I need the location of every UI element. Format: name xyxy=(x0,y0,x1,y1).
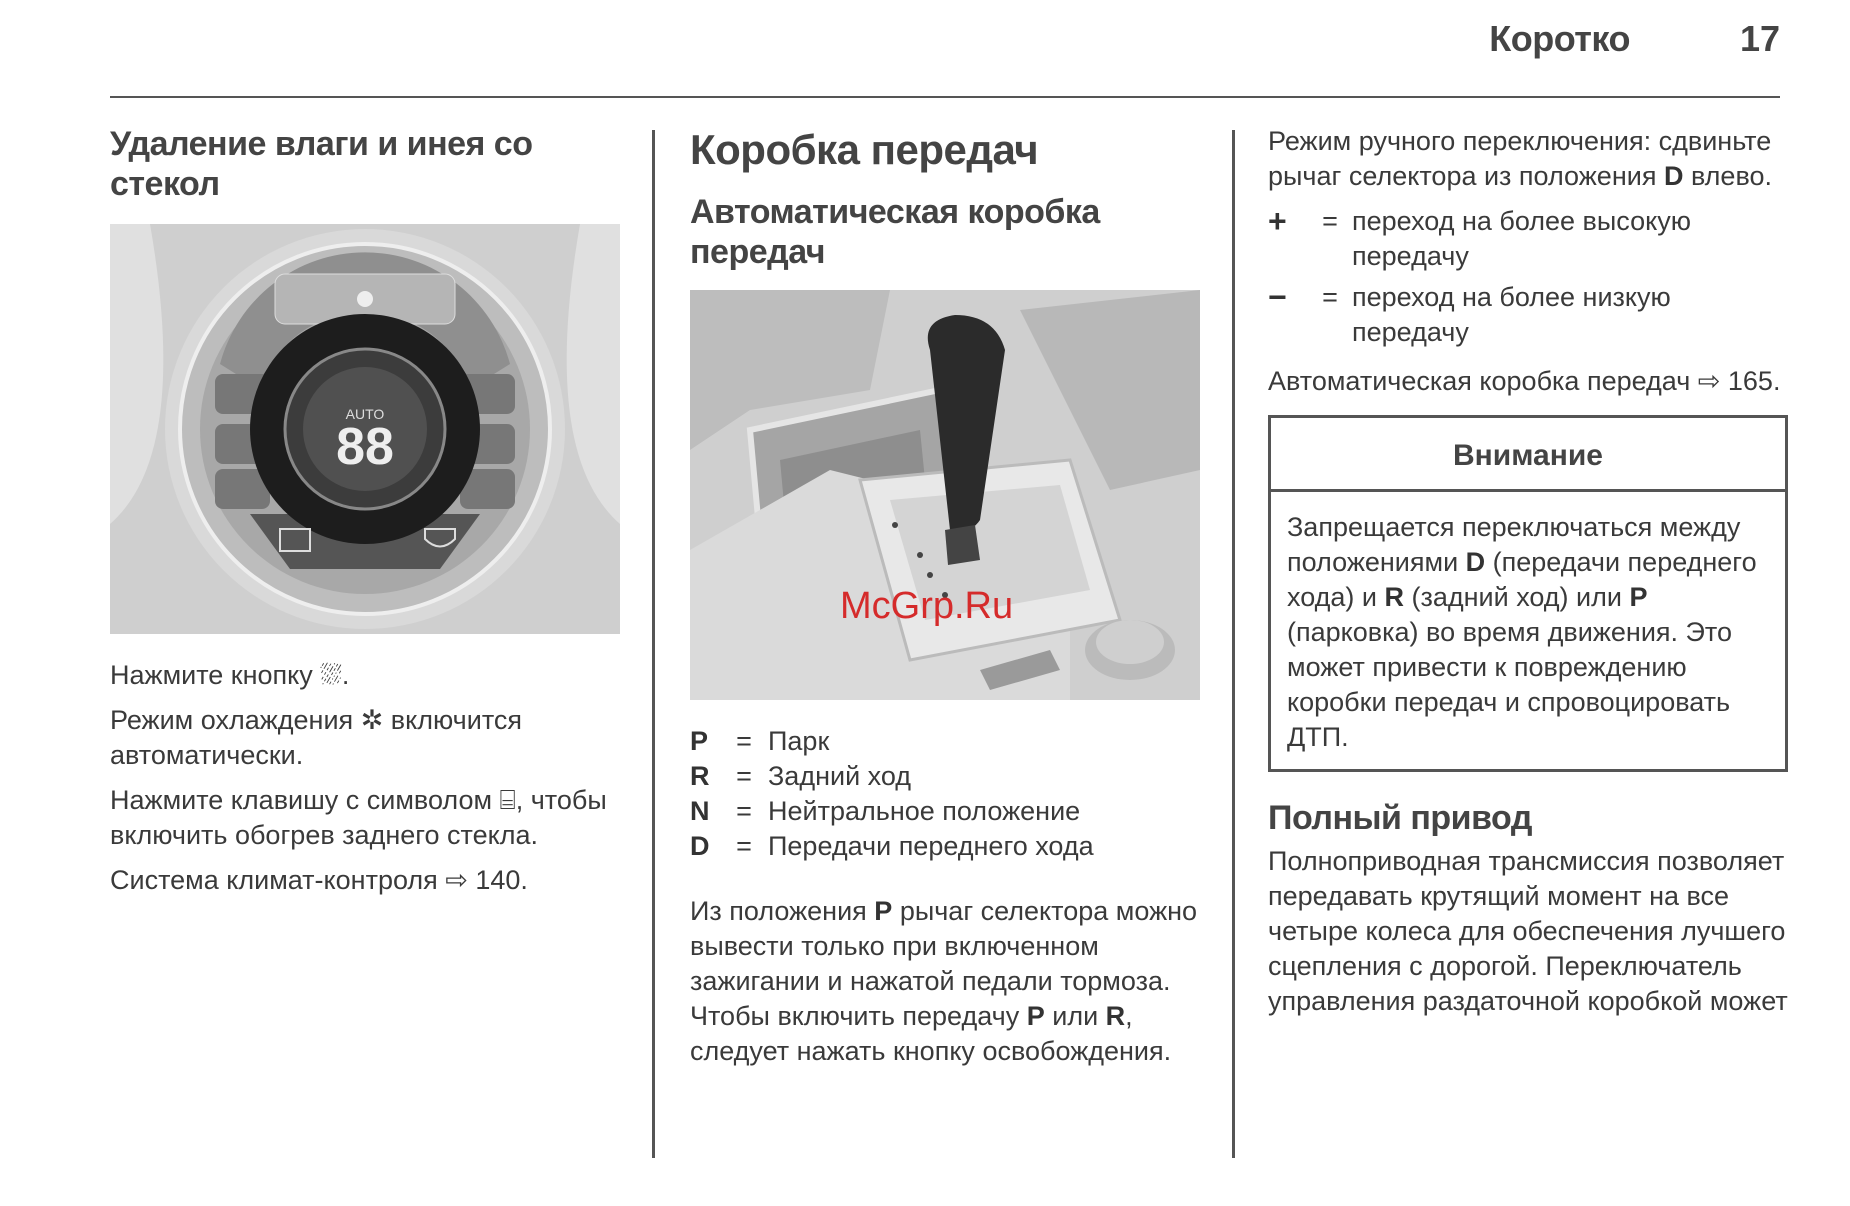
gear-row-r xyxy=(690,759,1210,794)
gear-key: N xyxy=(690,796,710,826)
warning-body: Запрещается переключаться между положениями D (передачи переднего хода) и R (задний ход) или P (парковка) во время движения. Это может привести к повреждению коробки передач и спровоцировать ДТП. xyxy=(1287,512,1757,752)
header-divider xyxy=(110,96,1780,98)
gear-label: Задний ход xyxy=(768,761,912,791)
transmission-heading: Коробка передач xyxy=(690,126,1039,173)
awd-heading: Полный привод xyxy=(1268,799,1532,837)
shift-row-up xyxy=(1268,204,1788,274)
gear-key: R xyxy=(690,761,710,791)
gear-label: Передачи переднего хода xyxy=(768,831,1094,861)
gear-row-d xyxy=(690,829,1210,864)
warning-box xyxy=(1268,415,1788,772)
shift-label: переход на более низкую передачу xyxy=(1352,282,1671,347)
shift-label: переход на более высокую передачу xyxy=(1352,206,1691,271)
gear-position-list xyxy=(690,724,1210,864)
shift-list xyxy=(1268,204,1788,350)
shift-row-down xyxy=(1268,280,1788,350)
defrost-step-1: Нажмите кнопку ⛆. xyxy=(110,660,350,690)
defrost-reference: Система климат-контроля ⇨ 140. xyxy=(110,865,528,895)
warning-title: Внимание xyxy=(1271,418,1785,492)
gear-eq: = xyxy=(736,796,752,826)
column-defrost xyxy=(110,124,630,908)
defrost-step-2: Режим охлаждения ✲ включится автоматически. xyxy=(110,705,523,770)
gear-key: D xyxy=(690,831,710,861)
watermark: McGrp.Ru xyxy=(840,585,1014,627)
page-number: 17 xyxy=(1739,18,1780,59)
automatic-transmission-subheading: Автоматическая коробка передач xyxy=(690,193,1100,271)
awd-paragraph: Полноприводная трансмиссия позволяет передавать крутящий момент на все четыре колеса для обеспечения лучшего сцепления с дорогой. Переключатель управления раздаточной коробкой может xyxy=(1268,846,1788,1016)
gear-eq: = xyxy=(736,726,752,756)
gear-row-p xyxy=(690,724,1210,759)
section-title: Коротко xyxy=(1489,18,1630,59)
climate-panel-image xyxy=(110,224,620,634)
shift-eq: = xyxy=(1322,206,1338,236)
gear-label: Парк xyxy=(768,726,830,756)
gear-eq: = xyxy=(736,831,752,861)
gear-label: Нейтральное положение xyxy=(768,796,1081,826)
column-manual-mode xyxy=(1268,124,1788,1029)
column-divider-1 xyxy=(652,130,655,1158)
display-digits: 88 xyxy=(336,418,394,476)
gear-row-n xyxy=(690,794,1210,829)
shift-key: + xyxy=(1268,203,1287,239)
gear-selector-image xyxy=(690,290,1200,700)
transmission-reference: Автоматическая коробка передач ⇨ 165. xyxy=(1268,366,1781,396)
shift-eq: = xyxy=(1322,282,1338,312)
gear-eq: = xyxy=(736,761,752,791)
column-divider-2 xyxy=(1232,130,1235,1158)
selector-release-paragraph: Из положения P рычаг селектора можно вывести только при включенном зажигании и нажатой педали тормоза. Чтобы включить передачу P или R, следует нажать кнопку освобождения. xyxy=(690,896,1198,1066)
shift-key: − xyxy=(1268,279,1287,315)
display-auto-label: AUTO xyxy=(345,406,385,422)
page-header xyxy=(1489,18,1780,68)
gear-key: P xyxy=(690,726,709,756)
manual-mode-paragraph: Режим ручного переключения: сдвиньте рычаг селектора из положения D влево. xyxy=(1268,126,1773,191)
defrost-step-3: Нажмите клавишу с символом ⌸, чтобы включить обогрев заднего стекла. xyxy=(110,785,607,850)
defrost-heading: Удаление влаги и инея со стекол xyxy=(110,125,533,203)
